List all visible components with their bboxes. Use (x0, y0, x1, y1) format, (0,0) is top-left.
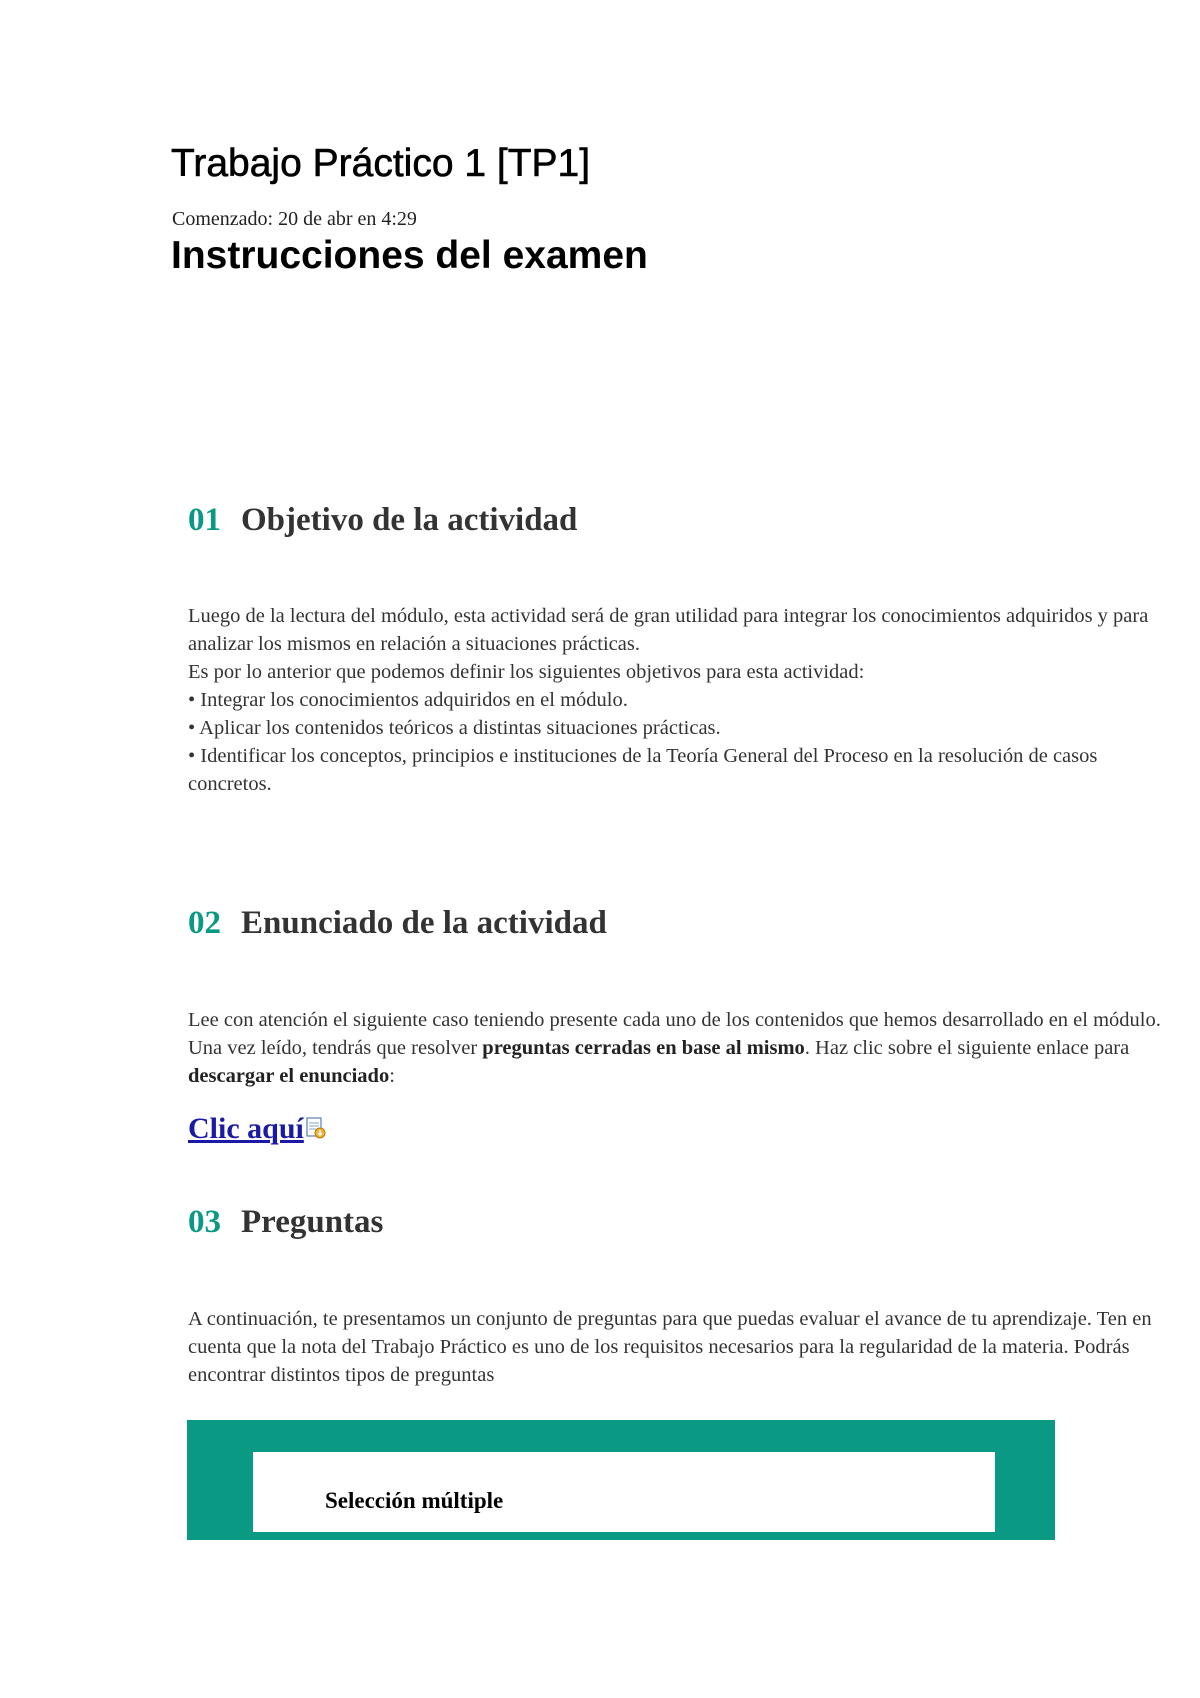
question-type-card (253, 1452, 995, 1532)
list-item: • Aplicar los contenidos teóricos a distintas situaciones prácticas. (188, 717, 721, 739)
statement-text (188, 1006, 1168, 1090)
questions-text: A continuación, te presentamos un conjunto de preguntas para que puedas evaluar el avance de tu aprendizaje. Ten en cuenta que la nota del Trabajo Práctico es uno de los requisitos necesarios para la regularidad de la materia. Podrás encontrar distintos tipos de preguntas (188, 1308, 1152, 1386)
question-type-label: Selección múltiple (325, 1488, 504, 1513)
list-item: • Identificar los conceptos, principios e instituciones de la Teoría General del Proceso en la resolución de casos concretos. (188, 745, 1098, 795)
instructions-title: Instrucciones del examen (171, 234, 648, 277)
paragraph-line: Luego de la lectura del módulo, esta actividad será de gran utilidad para integrar los conocimientos adquiridos y para analizar los mismos en relación a situaciones prácticas. (188, 605, 1149, 655)
list-item: • Integrar los conocimientos adquiridos en el módulo. (188, 689, 628, 711)
text-run: : (389, 1065, 395, 1087)
section-heading-objective (188, 502, 577, 539)
page-title: Trabajo Práctico 1 [TP1] (171, 142, 591, 185)
bold-text-run: preguntas cerradas en base al mismo (482, 1037, 805, 1059)
section-number: 02 (188, 905, 221, 941)
text-run: . Haz clic sobre el siguiente enlace para (804, 1037, 1130, 1059)
section-title: Objetivo de la actividad (241, 502, 578, 538)
text-run: Lee con atención el siguiente caso teniendo presente cada uno de los contenidos que hemos desarrollado en el módulo. Una vez leído, tendrás que resolver (188, 1009, 1161, 1059)
section-title: Enunciado de la actividad (241, 905, 607, 941)
document-download-icon[interactable] (306, 1114, 326, 1138)
section-heading-questions (188, 1204, 383, 1241)
objective-paragraph (188, 602, 1168, 798)
section-number: 03 (188, 1204, 221, 1240)
statement-paragraph (188, 1006, 1168, 1090)
section-heading-statement (188, 905, 607, 942)
section-number: 01 (188, 502, 221, 538)
started-timestamp: Comenzado: 20 de abr en 4:29 (172, 208, 417, 230)
section-title: Preguntas (241, 1204, 384, 1240)
questions-paragraph (188, 1305, 1168, 1389)
bold-text-run: descargar el enunciado (188, 1065, 390, 1087)
download-link-label[interactable]: Clic aquí (188, 1112, 304, 1145)
question-type-banner (187, 1420, 1055, 1540)
paragraph-line: Es por lo anterior que podemos definir los siguientes objetivos para esta actividad: (188, 661, 865, 683)
download-statement-link[interactable] (188, 1112, 326, 1146)
